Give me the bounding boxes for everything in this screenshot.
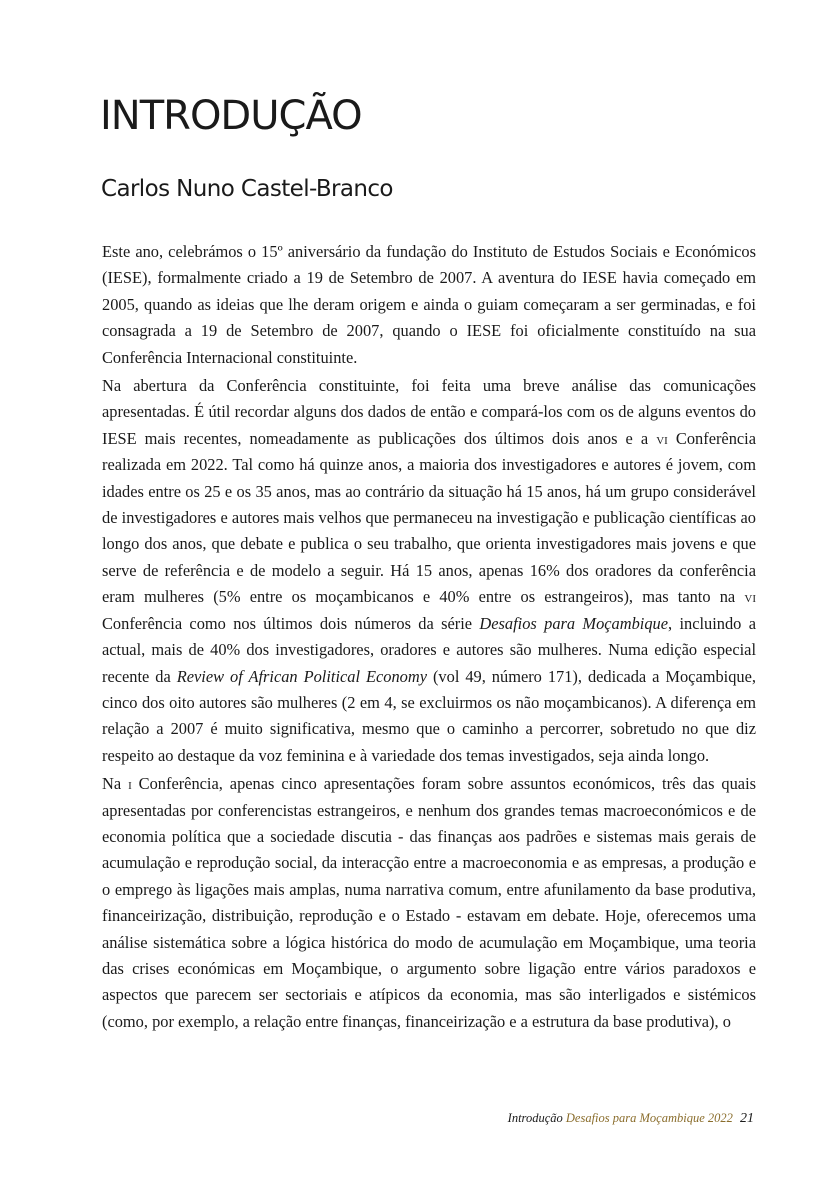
paragraph-1: Este ano, celebrámos o 15º aniversário da fundação do Instituto de Estudos Sociais e Económicos (IESE), formalmente criado a 19 de Setembro de 2007. A aventura do IESE havia começado em 2005, quando as ideias que lhe deram origem e ainda o guiam começaram a ser germinadas, e foi consagrada a 19 de Setembro de 2007, quando o IESE foi oficialmente constituído na sua Conferência Internacional constituinte. xyxy=(102,242,756,367)
text-run: Conferência como nos últimos dois números da série xyxy=(102,613,480,633)
roman-numeral: vi xyxy=(656,428,668,448)
page-footer xyxy=(508,1110,754,1127)
series-title: Desafios para Moçambique xyxy=(479,613,669,633)
text-run: , incluindo a actual, mais de 40% dos investigadores, oradores e autores são mulheres. Numa edição especial recente da xyxy=(102,613,756,686)
text-run: Na xyxy=(102,774,129,794)
page-title: INTRODUÇÃO xyxy=(100,93,362,139)
text-run: (vol 49, número 171), dedicada a Moçambique, cinco dos oito autores são mulheres (2 em 4, se excluirmos os não moçambicanos). A diferença em relação a 2007 é muito significativa, mesmo que o caminho a percorrer, sobretudo no que diz respeito ao destaque da voz feminina e à variedade dos temas investigados, seja ainda longo. xyxy=(102,666,756,765)
author-name: Carlos Nuno Castel-Branco xyxy=(101,176,393,202)
text-run: Na abertura da Conferência constituinte, foi feita uma breve análise das comunicações apresentadas. É útil recordar alguns dos dados de então e compará-los com os de alguns eventos do IESE mais recentes, nomeadamente as publicações dos últimos dois anos e a xyxy=(102,376,756,448)
body-text xyxy=(102,239,756,1037)
journal-title: Review of African Political Economy xyxy=(176,666,427,686)
text-run: Conferência, apenas cinco apresentações foram sobre assuntos económicos, três das quais apresentadas por conferencistas estrangeiros, e nenhum dos grandes temas macroeconómicos e de economia política que a sociedade discutia - das finanças aos padrões e sistemas mais gerais de acumulação e reprodução social, da interacção entre a macroeconomia e as empresas, a produção e o emprego às ligações mais amplas, numa narrativa comum, entre afunilamento da base produtiva, financeirização, distribuição, reprodução e o Estado - estavam em debate. Hoje, oferecemos uma análise sistemática sobre a lógica histórica do modo de acumulação em Moçambique, uma teoria das crises económicas em Moçambique, o argumento sobre ligação entre vários paradoxos e aspectos que parecem ser sectoriais e atípicos da economia, mas são interligados e sistémicos (como, por exemplo, a relação entre finanças, financeirização e a estrutura da base produtiva), o xyxy=(102,774,756,1031)
roman-numeral: vi xyxy=(744,587,756,607)
paragraph-2 xyxy=(102,373,756,769)
roman-numeral: i xyxy=(128,774,132,794)
paragraph-3 xyxy=(102,771,756,1035)
footer-publication-title: Desafios para Moçambique 2022 xyxy=(565,1111,733,1125)
footer-section-title: Introdução xyxy=(507,1111,563,1125)
text-run: Conferência realizada em 2022. Tal como há quinze anos, a maioria dos investigadores e autores é jovem, com idades entre os 25 e os 35 anos, mas ao contrário da situação há 15 anos, há um grupo considerável de investigadores e autores mais velhos que permaneceu na investigação e publicação científicas ao longo dos anos, que debate e publica o seu trabalho, que orienta investigadores mais jovens e que serve de referência e de modelo a seguir. Há 15 anos, apenas 16% dos oradores da conferência eram mulheres (5% entre os moçambicanos e 40% entre os estrangeiros), mas tanto na xyxy=(102,428,756,607)
page-number: 21 xyxy=(740,1111,754,1126)
